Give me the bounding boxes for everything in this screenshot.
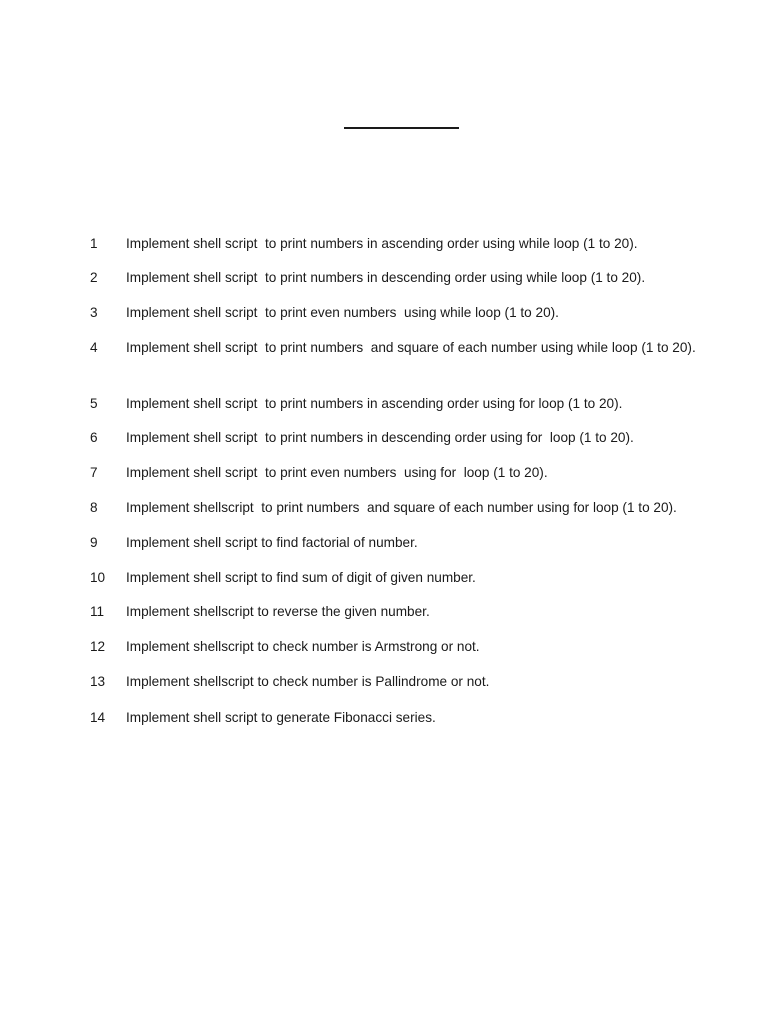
item-number: 4	[90, 340, 98, 355]
item-text: Implement shell script to find sum of digit of given number.	[126, 570, 476, 585]
item-text: Implement shell script to print numbers in descending order using for loop (1 to 20).	[126, 430, 634, 445]
item-text: Implement shellscript to reverse the given number.	[126, 604, 430, 619]
item-number: 2	[90, 270, 98, 285]
item-number: 7	[90, 465, 98, 480]
item-number: 9	[90, 535, 98, 550]
item-text: Implement shellscript to check number is Armstrong or not.	[126, 639, 480, 654]
item-text: Implement shellscript to check number is Pallindrome or not.	[126, 674, 490, 689]
item-text: Implement shell script to print numbers in ascending order using for loop (1 to 20).	[126, 396, 623, 411]
item-number: 12	[90, 639, 106, 654]
item-number: 6	[90, 430, 98, 445]
item-text: Implement shell script to generate Fibonacci series.	[126, 710, 436, 725]
item-text: Implement shell script to find factorial of number.	[126, 535, 418, 550]
item-text: Implement shellscript to print numbers and square of each number using for loop (1 to 20).	[126, 500, 677, 515]
item-text: Implement shell script to print even numbers using for loop (1 to 20).	[126, 465, 548, 480]
item-number: 14	[90, 710, 106, 725]
item-text: Implement shell script to print numbers and square of each number using while loop (1 to 20).	[126, 340, 696, 355]
item-number: 11	[90, 604, 105, 619]
item-number: 8	[90, 500, 98, 515]
item-text: Implement shell script to print numbers in ascending order using while loop (1 to 20).	[126, 236, 638, 251]
item-text: Implement shell script to print numbers in descending order using while loop (1 to 20).	[126, 270, 646, 285]
item-text: Implement shell script to print even numbers using while loop (1 to 20).	[126, 305, 559, 320]
item-number: 10	[90, 570, 106, 585]
item-number: 13	[90, 674, 106, 689]
item-number: 3	[90, 305, 98, 320]
item-number: 5	[90, 396, 98, 411]
title-underline	[344, 127, 459, 129]
item-number: 1	[90, 236, 98, 251]
